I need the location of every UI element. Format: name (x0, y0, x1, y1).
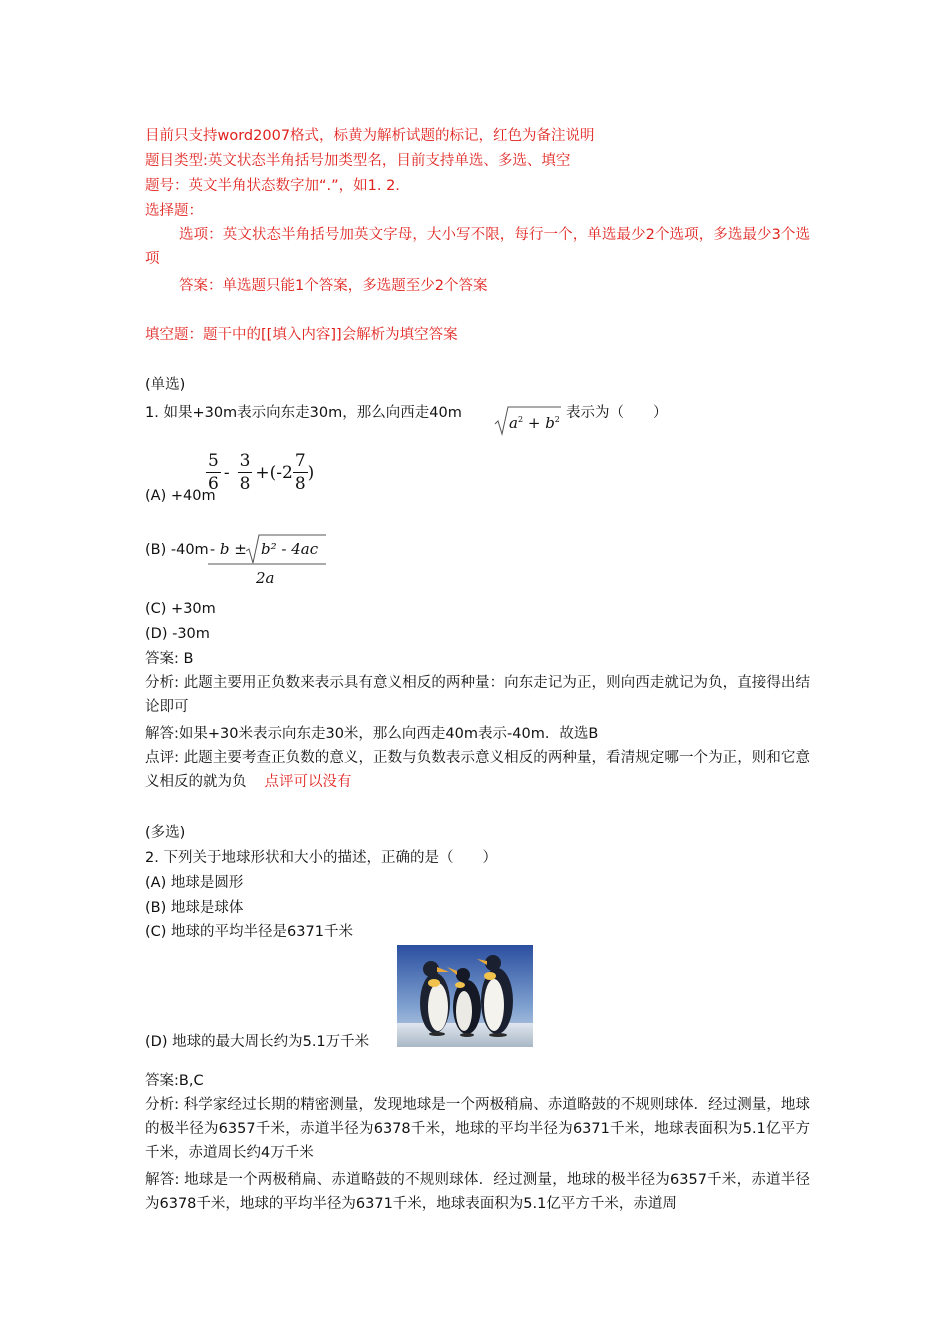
q1-answer: 答案: B (145, 651, 194, 667)
q2-option-a: (A) 地球是圆形 (145, 875, 244, 891)
q2-option-c: (C) 地球的平均半径是6371千米 (145, 924, 353, 940)
q1-option-b: (B) -40m (145, 542, 209, 558)
note-line-3: 题号：英文半角状态数字加“.”，如1. 2. (145, 178, 400, 194)
note-line-1: 目前只支持word2007格式，标黄为解析试题的标记，红色为备注说明 (145, 128, 595, 144)
frac1-num: 5 (208, 451, 219, 471)
frac3-num: 7 (294, 451, 306, 471)
sqrt-exp-a: 2 (517, 415, 524, 424)
q2-option-d: (D) 地球的最大周长约为5.1万千米 (145, 1034, 370, 1050)
op-plus-neg: +(-2 (255, 462, 293, 483)
note-line-5: 选项：英文状态半角括号加英文字母，大小写不限，每行一个，单选最少2个选项，多选最少3个选项 (145, 227, 810, 267)
penguins-image (397, 945, 533, 1047)
sqrt-var-b: b (545, 414, 555, 432)
q1-comment-text: 点评: 此题主要考查正负数的意义，正数与负数表示意义相反的两种量，看清规定哪一个为正，则和它意义相反的就为负 (145, 750, 810, 790)
frac3-den: 8 (294, 474, 306, 494)
quad-den: 2a (256, 569, 275, 587)
q2-option-b: (B) 地球是球体 (145, 900, 244, 916)
q1-formula-a (206, 450, 314, 495)
note-line-2: 题目类型:英文状态半角括号加类型名，目前支持单选、多选、填空 (145, 153, 571, 169)
q1-formula-b (208, 533, 328, 589)
q2-analysis: 分析: 科学家经过长期的精密测量，发现地球是一个两极稍扁、赤道略鼓的不规则球体．经过测量，地球的极半径为6357千米，赤道半径为6378千米，地球的平均半径为6371千米，地球表面积为5.1亿平方千米，赤道周长约4万千米 (145, 1097, 810, 1161)
q1-option-c: (C) +30m (145, 601, 216, 617)
q1-option-a: (A) +40m (145, 488, 216, 504)
note-line-7: 填空题：题干中的[[填入内容]]会解析为填空答案 (145, 327, 458, 343)
frac2-num: 3 (239, 451, 251, 471)
frac2-den: 8 (239, 474, 251, 494)
q1-solution: 解答:如果+30米表示向东走30米，那么向西走40m表示-40m．故选B (145, 726, 599, 742)
q2-stem: 2. 下列关于地球形状和大小的描述，正确的是（ ） (145, 850, 497, 866)
q2-solution: 解答: 地球是一个两极稍扁、赤道略鼓的不规则球体．经过测量，地球的极半径为6357千米，赤道半径为6378千米，地球的平均半径为6371千米，地球表面积为5.1亿平方千米，赤道周 (145, 1172, 810, 1212)
sqrt-exp-b: 2 (554, 415, 560, 424)
close-paren: ) (307, 462, 315, 483)
q1-sqrt-formula: $a^2 + b^2$ (494, 404, 562, 436)
frac1-den: 6 (208, 474, 219, 494)
op-minus: - (223, 462, 230, 483)
q1-stem: 1. 如果+30m表示向东走30m，那么向西走40m (145, 405, 462, 421)
q2-type: (多选) (145, 825, 186, 841)
q2-answer: 答案:B,C (145, 1073, 204, 1089)
q1-stem-tail: 表示为（ ） (566, 405, 668, 421)
q1-type: (单选) (145, 377, 186, 393)
q1-comment (145, 746, 810, 794)
note-line-6: 答案：单选题只能1个答案，多选题至少2个答案 (179, 278, 488, 294)
note-line-4: 选择题： (145, 203, 203, 219)
q1-option-d: (D) -30m (145, 626, 210, 642)
q1-comment-note: 点评可以没有 (264, 774, 352, 790)
quad-num-left: - b ± (210, 540, 247, 558)
quad-radicand: b² - 4ac (261, 540, 319, 558)
q1-analysis: 分析: 此题主要用正负数来表示具有意义相反的两种量：向东走记为正，则向西走就记为负，直接得出结论即可 (145, 675, 810, 715)
sqrt-var-a: a (509, 414, 518, 432)
